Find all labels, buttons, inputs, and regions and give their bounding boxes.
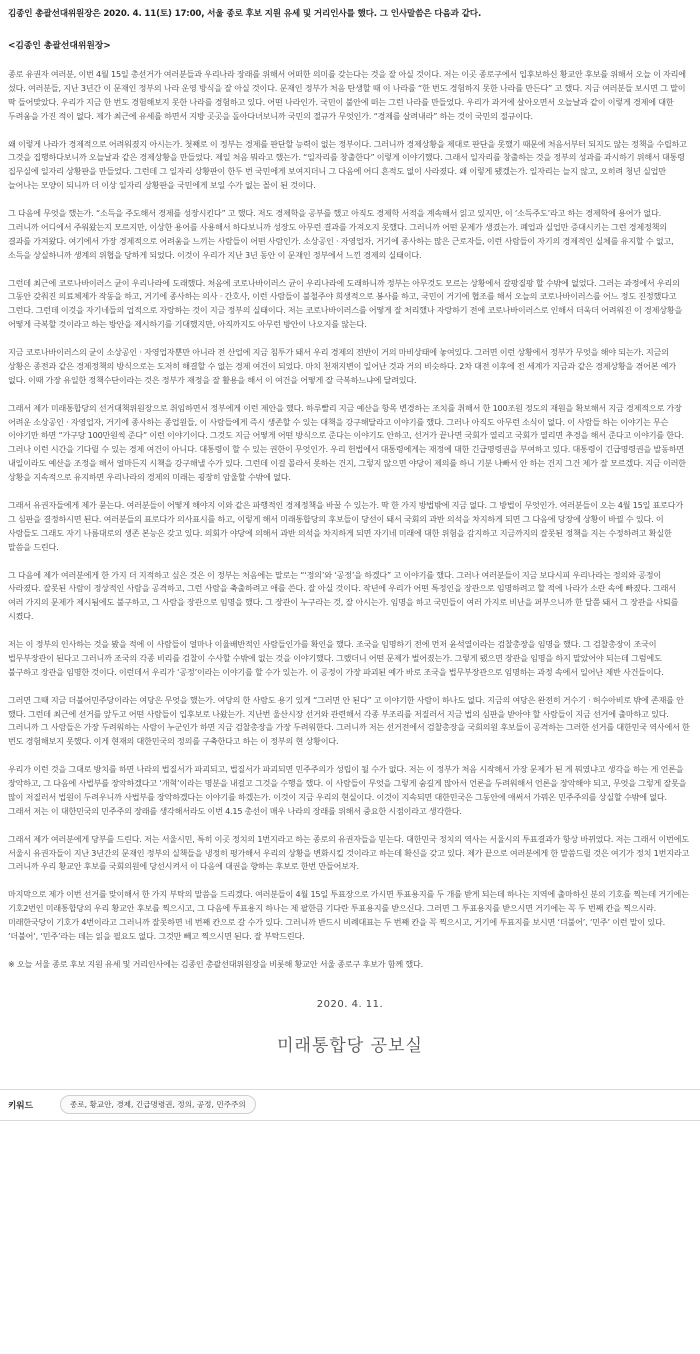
speaker-heading: <김종인 총괄선대위원장>	[8, 41, 111, 51]
speech-paragraph: 그래서 제가 여러분에게 당부를 드린다. 저는 서울시민, 특히 이곳 정치의 1번지라고 하는 종로의 유권자들을 믿는다. 대한민국 정치의 역사는 서울시의 투표결과가 항상 바뀌었다. 저는 그래서 이번에도 서울시 유권자들이 지난 3년간의 문재인 정부의 실책들을 냉정히 평가해서 우리의 상황을 변화시킬 것이라고 하는데 확신을 갖고 있다. 제가 끝으로 여러분에게 한 말씀드릴 것은 여기가 정치 1번지라고 그러니까 우리 황교안 후보를 국회의원에 당선시켜서 이 다음에 대권을 향하는 후보로 한번 만들어보자.	[8, 833, 690, 872]
speech-paragraph: 그래서 유권자들에게 제가 묻는다. 여러분들이 어떻게 해야지 이와 같은 파행적인 경제정책을 바꿀 수 있는가. 딱 한 가지 방법밖에 지금 없다. 그 방법이 무엇인가. 여러분들이 오는 4월 15일 표로다가 그 심판을 결정하시면 된다. 여러분들의 표로다가 의사표시를 하고, 이렇게 해서 미래통합당의 후보들이 당선이 돼서 국회의 과반 의석을 차지하게 되면 그 다음에 당장에 상황이 바뀔 수 있다. 이 사람들도 그래도 자기 나름대로의 생존 본능은 갖고 있다. 의회가 야당에 의해서 과반 의석을 차지하게 되면 자기네 미래에 대한 위험을 감지하고 지금까지의 잘못된 정책을 지는 수정하려고 확실한 말씀을 드린다.	[8, 500, 684, 552]
intro-text: 김종인 총괄선대위원장은 2020. 4. 11(토) 17:00, 서울 종로 후보 지원 유세 및 거리인사를 했다. 그 인사말씀은 다음과 같다.	[8, 9, 482, 19]
speech-paragraph: 그 다음에 제가 여러분에게 한 가지 더 지적하고 싶은 것은 이 정부는 처음에는 말로는 “‘정의’와 ‘공정’을 하겠다” 고 이야기를 했다. 그러나 여러분들이 지금 보다시피 우리나라는 정의와 공정이 사라졌다. 잘못된 사람이 정상적인 사람을 공격하고, 그런 사람을 축출하려고 애를 쓴다. 잘 아실 것이다. 작년에 우리가 어떤 특정인을 장관으로 임명하려고 할 적에 나라가 소란 속에 빠졌다. 그래서 여러 가지의 문제가 제시됨에도 불구하고, 그 사람을 장관으로 임명을 했다. 그 장관이 누구라는 것, 잘 아시는가. 임명을 하고 국민들이 여러 가지로 비난을 퍼부으니까 한 달쯤 돼서 그 장관을 사퇴를 시켰다.	[8, 569, 679, 622]
attendance-note: ※ 오늘 서울 종로 후보 지원 유세 및 거리인사에는 김종인 총괄선대위원장을 비롯해 황교안 서울 종로구 후보가 함께 했다.	[8, 958, 423, 969]
speech-paragraph: 그러면 그때 지금 더불어민주당이라는 여당은 무엇을 했는가. 여당의 한 사람도 용기 있게 “그러면 안 된다” 고 이야기한 사람이 하나도 없다. 지금의 여당은 완전히 거수기 · 허수아비로 밖에 존재를 안 했다. 그런데 최근에 선거를 앞두고 어떤 사람들이 입후보로 나왔는가. 지난번 울산시장 선거와 관련해서 각종 부조리를 저질러서 지금 법의 심판을 받아야 할 사람들이 지금 선거에 출마하고 있다. 그러니까 그 사람들은 가장 두려워하는 사람이 누군인가 하면 지금 검찰총장을 가장 두려워한다. 그러니까 저는 선거전에서 검찰총장을 국회의원 후보들이 공격하는 그러한 선거를 대한민국 역사에서 한 번도 경험해보지 못했다. 이게 현재의 대한민국의 정의를 구축한다고 하는 이 정부의 현 상황이다.	[8, 694, 690, 747]
release-date: 2020. 4. 11.	[316, 998, 384, 1010]
speech-paragraph: 지금 코로나바이러스의 균이 소상공인 · 자영업자뿐만 아니라 전 산업에 지금 침투가 돼서 우리 경제의 전반이 거의 마비상태에 놓여있다. 그러면 이런 상황에서 정부가 무엇을 해야 되는가. 지금의 상황은 종전과 같은 경제정책의 방식으로는 도저히 해결할 수 없는 경제 여건이 되었다. 마치 천재지변이 일어난 것과 거의 비슷하다. 2차 대전 이후에 전 세계가 지금과 같은 경제상황을 겪어본 예가 없다. 이때 가장 유일한 정책수단이라는 것은 정부가 재정을 잘 활용을 해서 이 여건을 어떻게 잘 극복하느냐에 달려있다.	[8, 347, 677, 385]
keyword-tags[interactable]: 종로, 황교안, 경제, 긴급명령권, 정의, 공정, 민주주의	[60, 1095, 256, 1114]
speech-body	[8, 68, 692, 944]
speech-paragraph: 저는 이 정부의 인사하는 것을 봤을 적에 이 사람들이 얼마나 이율배반적인 사람들인가를 확인을 했다. 조국을 임명하기 전에 먼저 윤석열이라는 검찰총장을 임명을 했다. 그 검찰총장이 조국이 법무부장관이 된다고 그러니까 조국의 각종 비리를 검찰이 수사할 수밖에 없는 것을 이야기했다. 그랬더니 어떤 문제가 벌어졌는가. 그렇게 됐으면 장관을 임명을 하지 말았어야 되는데 그럼에도 불구하고 장관을 임명한 것이다. 이런데서 우리가 ‘공정’이라는 이야기를 할 수가 있는가. 이 공정이 가장 파괴된 예가 바로 조국을 법무부장관으로 임명하는 과정 속에서 일어난 제반 사건들이다.	[8, 639, 664, 677]
speech-paragraph: 그래서 제가 미래통합당의 선거대책위원장으로 취임하면서 정부에게 이런 제안을 했다. 하루빨리 지금 예산을 항목 변경하는 조치를 취해서 한 100조원 정도의 재원을 확보해서 지금 경제적으로 가장 어려운 소상공인 · 자영업자, 거기에 종사하는 종업원들, 이 사람들에게 즉시 생존할 수 있는 대책을 강구해달라고 이야기를 했다. 그러나 아직도 아무런 소식이 없다. 이 사람들 하는 이야기는 무슨 이야기만 하면 “가구당 100만원씩 준다” 이런 이야기이다. 그것도 지금 어떻게 어떤 방식으로 준다는 이야기도 안하고, 선거가 끝나면 국회가 열리고 국회가 열리면 추경을 해서 준다고 이야기를 한다. 그러나 이런 시간을 기다릴 수 있는 경제 여건이 아니다. 대통령이 할 수 있는 권한이 무엇인가. 우리 헌법에서 대통령에게는 재정에 대한 긴급명령권을 부여하고 있다. 대통령이 긴급명령권을 발동하면 내일이라도 예산을 조정을 해서 얼마든지 시책을 강구해낼 수가 있다. 그런데 이걸 몰라서 못하는 건지, 그렇지 않으면 야당이 제의를 하니 기분 나빠서 안 하는 건지 그건 제가 잘 모르겠다. 지금 이러한 상황을 지속적으로 유지하면 우리나라의 경제의 미래는 굉장히 암울할 수밖에 없다.	[8, 402, 686, 483]
speech-paragraph: 종로 유권자 여러분, 이번 4월 15일 총선거가 여러분들과 우리나라 장래를 위해서 어떠한 의미를 갖는다는 것을 잘 아실 것이다. 저는 이곳 종로구에서 입후보하신 황교안 후보를 위해서 오늘 이 자리에 섰다. 여러분들, 지난 3년간 이 문재인 정부의 나라 운영 방식을 잘 아실 것이다. 문재인 정부가 처음 탄생할 때 이 나라를 “한 번도 경험하지 못한 나라를 만든다” 고 했다. 지금 여러분들 보시면 그 말이 딱 들어맞았다. 우리가 지금 한 번도 경험해보지 못한 나라를 경험하고 있다. 어떤 나라인가. 국민이 불안에 떠는 그런 나라를 만들었다. 우리가 과거에 살아오면서 오늘날과 같이 이렇게 경제에 대한 두려움을 가진 적이 없다. 제가 최근에 유세를 하면서 지방 곳곳을 돌아다녀보니까 국민의 절규가 무엇인가. “경제를 살려내라” 하는 것이 국민의 절규이다.	[8, 69, 686, 121]
organization-name: 미래통합당 공보실	[277, 1035, 423, 1056]
keyword-bar	[0, 1089, 700, 1121]
speech-paragraph: 우리가 이런 것을 그대로 방치를 하면 나라의 법질서가 파괴되고, 법질서가 파괴되면 민주주의가 성립이 될 수가 없다. 저는 이 정부가 처음 시작해서 가장 문제가 된 게 뭐였냐고 생각을 하는 게 언론을 장악하고, 그 다음에 사법부를 장악하겠다고 ‘개혁’이라는 명분을 내걸고 그것을 수행을 했다. 이 사람들이 무엇을 그렇게 숨길게 많아서 언론을 두려워해서 언론을 장악해야 되고, 무엇을 그렇게 잘못을 많이 저질러서 법원이 두려우니까 사법부를 장악하겠다는 이야기를 하겠는가. 이것이 지금 우리의 현실이다. 이것이 지속되면 대한민국은 그동안에 애써서 가꿔온 민주주의를 상실할 수밖에 없다. 그래서 저는 이 대한민국의 민주주의 장래를 생각해서라도 이번 4.15 총선이 매우 나라의 장래를 위해서 중요한 시점이라고 생각한다.	[8, 764, 687, 816]
speech-paragraph: 그 다음에 무엇을 했는가. “소득을 주도해서 경제를 성장시킨다” 고 했다. 저도 경제학을 공부를 했고 아직도 경제학 서적을 계속해서 읽고 있지만, 이 ‘소득주도’라고 하는 경제학에 용어가 없다. 그러니까 어디에서 주워왔는지 모르지만, 이상한 용어를 사용해서 하다보니까 성장도 아무런 결과를 가져오지 못했다. 그러니까 어떤 문제가 생겼는가. 폐업과 실업만 증대시키는 그런 경제정책의 결과를 가져왔다. 여기에서 가장 경제적으로 어려움을 느끼는 사람들이 어떤 사람인가. 소상공인 · 자영업자, 거기에 종사하는 많은 근로자들, 이런 사람들이 자기의 경제적인 실체를 유지할 수 없고, 소득을 상실하니까 생계의 위협을 당하게 되었다. 이것이 우리가 지난 3년 동안 이 문재인 정부에서 느낀 경제의 실태이다.	[8, 208, 674, 260]
speech-paragraph: 마지막으로 제가 이번 선거를 맞이해서 한 가지 부탁의 말씀을 드리겠다. 여러분들이 4월 15일 투표장으로 가시면 투표용지를 두 개를 받게 되는데 하나는 지역에 출마하신 분의 기호를 찍는데 거기에는 기호2번인 미래통합당의 우리 황교안 후보를 찍으시고, 그 다음에 투표용지 하나는 제 팔한큼 기다란 투표용지를 받으신다. 그러면 그 투표용지를 받으시면 거기에는 꼭 두 번째 칸을 찍으시라. 미래한국당이 기호가 4번이라고 그러니까 잘못하면 네 번째 칸으로 갈 수가 있다. 그러니까 반드시 비례대표는 두 번째 칸을 꼭 찍으시고, 거기에 투표지를 보시면 ‘더불어’, ‘민주’ 이런 말이 있다. ‘더불어’, ‘민주’라는 데는 읽을 필요도 없다. 그것만 빼고 찍으시면 된다. 잘 부탁드린다.	[8, 889, 689, 941]
keyword-label: 키워드	[8, 1100, 33, 1111]
speech-paragraph: 그런데 최근에 코로나바이러스 균이 우리나라에 도래했다. 처음에 코로나바이러스 균이 우리나라에 도래하니까 정부는 아무것도 모르는 상황에서 갈팡질팡 할 수밖에 없었다. 그러는 과정에서 우리의 그동안 갖춰진 의료체제가 작동을 하고, 거기에 종사하는 의사 · 간호사, 이런 사람들이 불철주야 희생적으로 봉사를 하고, 국민이 거기에 협조를 해서 오늘의 코로나바이러스를 어느 정도 진정했다고 그런다. 그런데 이것을 자기네들의 업적으로 자랑하는 것이 지금 정부의 실태이다. 저는 코로나바이러스를 어떻게 잘 처리했나 자랑하기 전에 코로나바이러스로 인해서 더욱더 어려워진 이 경제상황을 어떻게 극복할 것이라고 하는 방안을 제시하기를 기대했지만, 아직까지도 아무런 방안이 나오지를 않는다.	[8, 277, 683, 330]
speech-paragraph: 왜 이렇게 나라가 경제적으로 어려워졌지 아시는가. 첫째로 이 정부는 경제를 판단할 능력이 없는 정부이다. 그러니까 경제상황을 제대로 판단을 못했기 때문에 처음서부터 되지도 않는 정책을 수립하고 그것을 집행하다보니까 오늘날과 같은 경제상황을 만들었다. 제일 처음 뭐라고 했는가. “일자리를 창출한다” 이렇게 이야기했다. 그래서 일자리를 창출하는 것을 정부의 성과를 과시하기 위해서 대통령 집무실에 일자리 상황판을 만들었다. 그런데 그 일자리 상황판이 한두 번 국민에게 보여지더니 그 다음에 어디 흔적도 없이 사라졌다. 왜 이렇게 됐겠는가. 일자리는 늘지 않고, 오히려 청년 실업만 늘어나는 모양이 되니까 더 이상 일자리 상황판을 국민에게 보일 수가 없는 꼴이 된 것이다.	[8, 138, 687, 191]
